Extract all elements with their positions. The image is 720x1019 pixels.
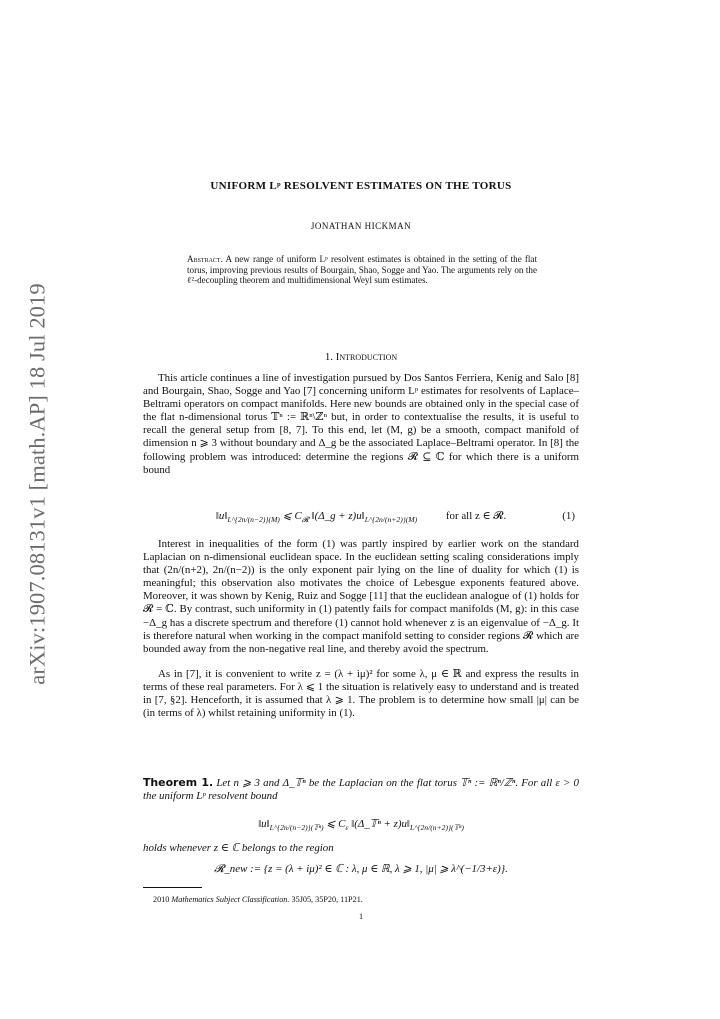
- theorem-1: [143, 776, 579, 803]
- theorem-text: Let n ⩾ 3 and Δ_𝕋ⁿ be the Laplacian on the flat torus 𝕋ⁿ := ℝⁿ/ℤⁿ. For all ε > 0 the uniform Lᵖ resolvent bound: [143, 777, 579, 803]
- footnote: 2010 Mathematics Subject Classification. 35J05, 35P20, 11P21.: [153, 895, 363, 904]
- theorem-equation: $‖u‖_{L\^{}\{2n/(n-2)\}(𝕋^n)}$ ⩽ $C_\varepsilon$ ‖(Δ_𝕋ⁿ + $z)u‖_{L\^{}\{2n/(n+2)\}(𝕋^n)}$: [258, 818, 464, 833]
- paragraph-3: As in [7], it is convenient to write z = (λ + iμ)² for some λ, μ ∈ ℝ and express the results in terms of these real parameters. For λ ⩽ 1 the situation is relatively easy to understand and is treated in [7, §2]. Henceforth, it is assumed that λ ⩾ 1. The problem is to determine how small |μ| can be (in terms of λ) whilst retaining uniformity in (1).: [143, 668, 579, 720]
- abstract-text: A new range of uniform Lᵖ resolvent estimates is obtained in the setting of the flat torus, improving previous results of Bourgain, Shao, Sogge and Yao. The arguments rely on the ℓ²-decoupling theorem and multidimensional Weyl sum estimates.: [187, 254, 537, 286]
- theorem-label: Theorem 1.: [143, 776, 214, 789]
- paragraph-1: This article continues a line of investigation pursued by Dos Santos Ferriera, Kenig and Salo [8] and Bourgain, Shao, Sogge and Yao [7] concerning uniform Lᵖ estimates for resolvents of Laplace–Beltrami operators on compact manifolds. Here new bounds are obtained only in the special case of the flat n-dimensional torus 𝕋ⁿ := ℝⁿ\ℤⁿ but, in order to contextualise the results, it is useful to recall the general setup from [8, 7]. To this end, let (M, g) be a smooth, compact manifold of dimension n ⩾ 3 without boundary and Δ_g be the associated Laplace–Beltrami operator. In [8] the following problem was introduced: determine the regions 𝓡 ⊆ ℂ for which there is a uniform bound: [143, 372, 579, 476]
- equation-condition: for all z ∈ 𝓡.: [445, 510, 507, 522]
- footnote-divider: [143, 887, 202, 888]
- region-definition: 𝓡_new := {z = (λ + iμ)² ∈ ℂ : λ, μ ∈ ℝ, λ ⩾ 1, |μ| ⩾ λ^(−1/3+ε)}.: [214, 863, 508, 875]
- equation-number: (1): [562, 510, 575, 522]
- abstract-label: Abstract.: [187, 254, 223, 264]
- section-title: Introduction: [335, 351, 398, 363]
- arxiv-stamp: [8, 284, 68, 684]
- abstract: [187, 254, 537, 286]
- section-heading: [143, 351, 579, 364]
- paper-title: UNIFORM Lᵖ RESOLVENT ESTIMATES ON THE TORUS: [210, 180, 512, 192]
- equation-1: $‖u‖_{L\^{}\{2n/(n-2)\}(M)}$ ⩽ $C_𝓡$ ‖(Δ_g + $z)u‖_{L\^{}\{2n/(n+2)\}(M)}$ for all z ∈ 𝓡. (1): [215, 510, 575, 525]
- paragraph-2: Interest in inequalities of the form (1) was partly inspired by earlier work on the standard Laplacian on n-dimensional euclidean space. In the euclidean setting scaling considerations imply that (2n/(n+2), 2n/(n−2)) is the only exponent pair lying on the line of duality for which (1) is meaningful; this observation also motivates the choice of Lebesgue exponents featured above. Moreover, it was shown by Kenig, Ruiz and Sogge [11] that the euclidean analogue of (1) holds for 𝓡 = ℂ. By contrast, such uniformity in (1) patently fails for compact manifolds (M, g): in this case −Δ_g has a discrete spectrum and therefore (1) cannot hold whenever z is an eigenvalue of −Δ_g. It is therefore natural when working in the compact manifold setting to consider regions 𝓡 which are bounded away from the non-negative real line, and thereby avoid the spectrum.: [143, 538, 579, 655]
- arxiv-identifier: arXiv:1907.08131v1 [math.AP] 18 Jul 2019: [25, 283, 51, 685]
- page-number: 1: [358, 912, 364, 921]
- theorem-condition: holds whenever z ∈ ℂ belongs to the region: [143, 842, 334, 854]
- section-number: 1.: [324, 351, 334, 363]
- author-name: JONATHAN HICKMAN: [310, 221, 412, 231]
